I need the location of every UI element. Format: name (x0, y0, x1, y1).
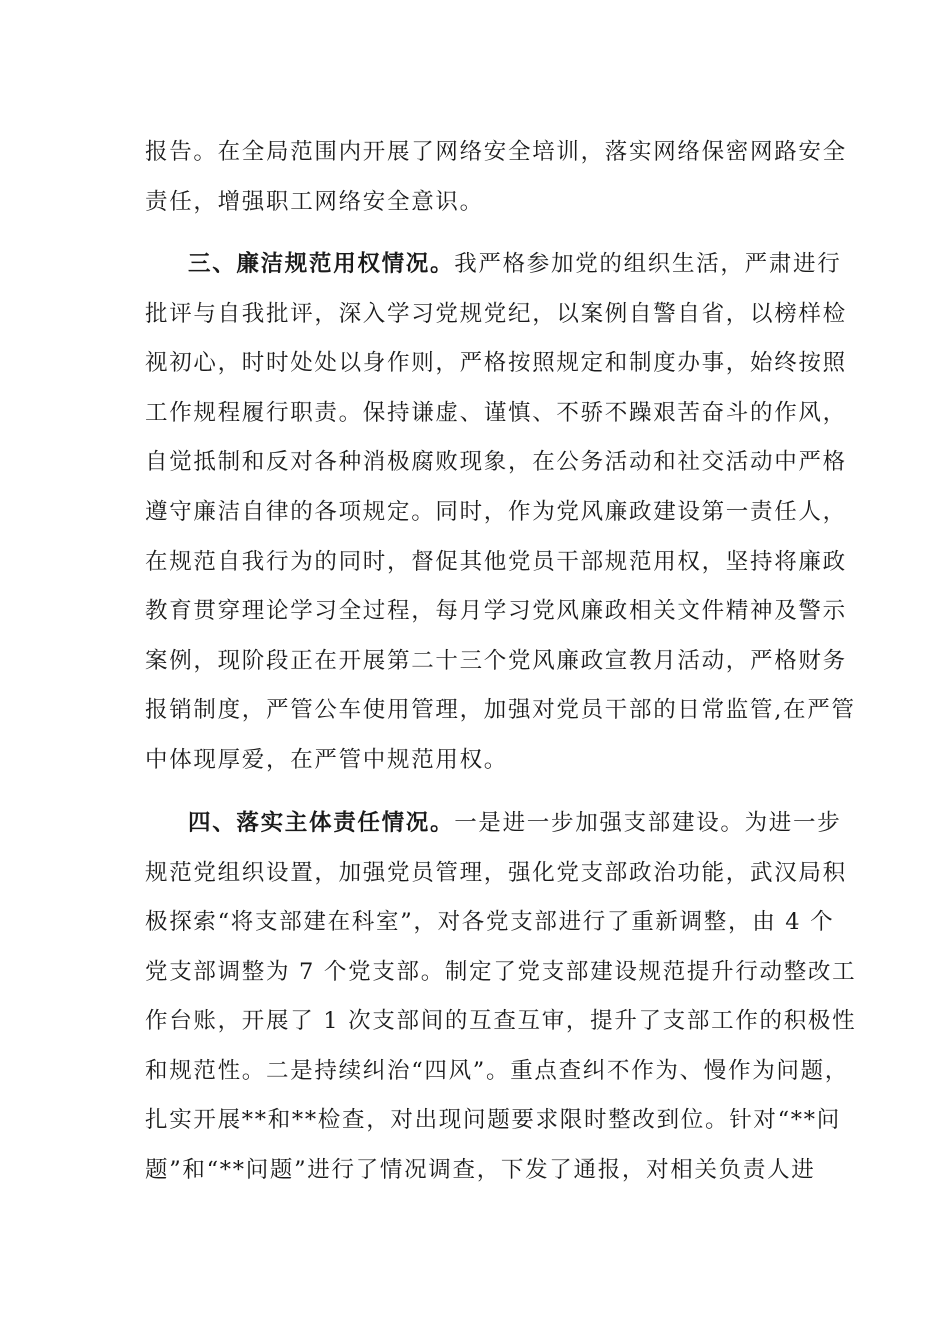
paragraph-3-line-6: 和规范性。二是持续纠治“四风”。重点查纠不作为、慢作为问题， (145, 1058, 850, 1084)
paragraph-2-line-9: 案例，现阶段正在开展第二十三个党风廉政宣教月活动，严格财务 (145, 648, 847, 674)
paragraph-2-line-6: 遵守廉洁自律的各项规定。同时，作为党风廉政建设第一责任人， (145, 499, 847, 525)
paragraph-3-line-5: 作台账，开展了 1 次支部间的互查互审，提升了支部工作的积极性 (145, 1008, 857, 1034)
paragraph-3-line-1-text: 一是进一步加强支部建设。为进一步 (454, 810, 842, 836)
paragraph-2-heading: 三、廉洁规范用权情况。 (188, 251, 455, 277)
paragraph-3-line-1 (188, 808, 842, 838)
paragraph-2-line-1 (188, 249, 842, 279)
paragraph-3-line-4: 党支部调整为 7 个党支部。制定了党支部建设规范提升行动整改工 (145, 959, 857, 985)
paragraph-3-heading: 四、落实主体责任情况。 (188, 810, 455, 836)
paragraph-2-line-2: 批评与自我批评，深入学习党规党纪，以案例自警自省，以榜样检 (145, 301, 847, 327)
paragraph-2-line-10: 报销制度，严管公车使用管理，加强对党员干部的日常监管,在严管 (145, 697, 856, 723)
paragraph-2-line-8: 教育贯穿理论学习全过程，每月学习党风廉政相关文件精神及警示 (145, 598, 847, 624)
paragraph-2-line-4: 工作规程履行职责。保持谦虚、谨慎、不骄不躁艰苦奋斗的作风， (145, 400, 847, 426)
paragraph-3-line-3: 极探索“将支部建在科室”，对各党支部进行了重新调整，由 4 个 (145, 909, 835, 935)
paragraph-3-line-7: 扎实开展**和**检查，对出现问题要求限时整改到位。针对“**问 (145, 1107, 841, 1133)
paragraph-2-line-3: 视初心，时时处处以身作则，严格按照规定和制度办事，始终按照 (145, 350, 847, 376)
paragraph-2-line-1-text: 我严格参加党的组织生活，严肃进行 (454, 251, 842, 277)
paragraph-1-line-1: 报告。在全局范围内开展了网络安全培训，落实网络保密网路安全 (145, 139, 847, 165)
paragraph-2-line-11: 中体现厚爱，在严管中规范用权。 (145, 747, 509, 773)
paragraph-3-line-8: 题”和“**问题”进行了情况调查，下发了通报，对相关负责人进 (145, 1157, 816, 1183)
paragraph-2-line-5: 自觉抵制和反对各种消极腐败现象，在公务活动和社交活动中严格 (145, 449, 847, 475)
paragraph-1-line-2: 责任，增强职工网络安全意识。 (145, 189, 484, 215)
paragraph-3-line-2: 规范党组织设置，加强党员管理，强化党支部政治功能，武汉局积 (145, 860, 847, 886)
paragraph-2-line-7: 在规范自我行为的同时，督促其他党员干部规范用权，坚持将廉政 (145, 549, 847, 575)
